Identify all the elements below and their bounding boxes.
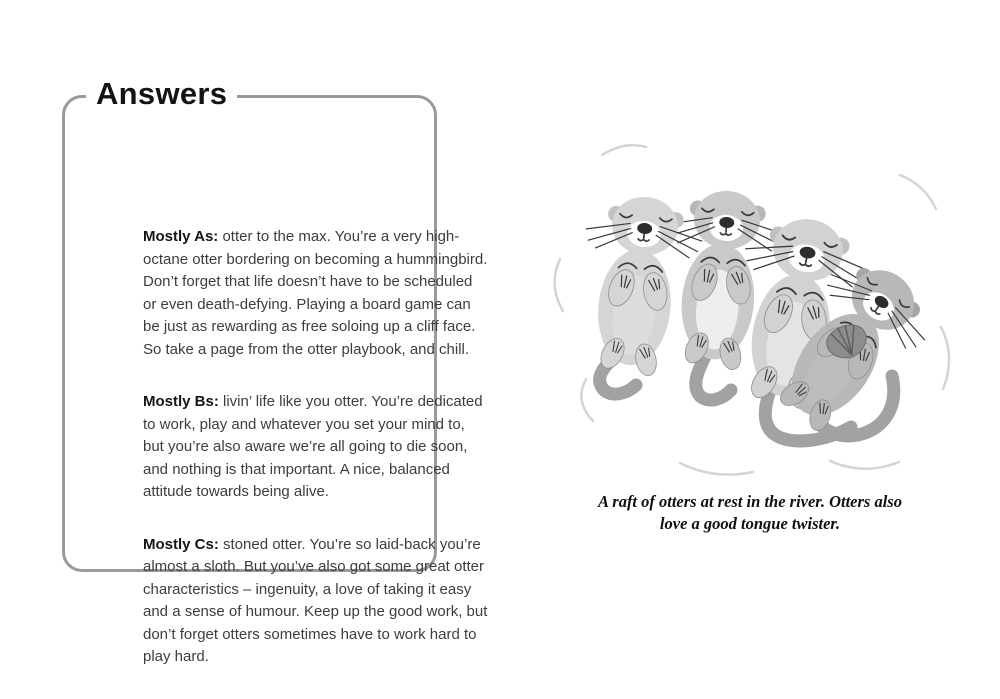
answers-paragraph-mostly-as bbox=[143, 226, 489, 361]
otter-raft-illustration bbox=[550, 133, 975, 488]
mostly-cs-label: Mostly Cs: bbox=[143, 535, 219, 553]
illustration-caption bbox=[565, 491, 935, 535]
mostly-cs-text: stoned otter. You’re so laid-back you’re almost a sloth. But you’ve also got some great otter characteristics – ingenuity, a love of taking it easy and a sense of humour. Keep up the good work, but don’t forget otters sometimes have to work hard to play hard. bbox=[143, 535, 488, 665]
answers-heading: Answers bbox=[86, 76, 237, 112]
mostly-bs-text: livin’ life like you otter. You’re dedicated to work, play and whatever you set your mind to, but you’re also aware we’re all going to die soon, and nothing is that important. A nice, balanced attitude towards being alive. bbox=[143, 393, 483, 500]
answers-text bbox=[143, 226, 489, 699]
caption-line-1: A raft of otters at rest in the river. Otters also bbox=[598, 492, 902, 511]
mostly-as-text: otter to the max. You’re a very high-octane otter bordering on becoming a hummingbird. Don’t forget that life doesn’t have to be scheduled or even death-defying. Playing a board game can be just as rewarding as free soloing up a cliff face. So take a page from the otter playbook, and chill. bbox=[143, 228, 488, 358]
mostly-bs-label: Mostly Bs: bbox=[143, 393, 219, 410]
answers-paragraph-mostly-cs bbox=[143, 534, 489, 669]
mostly-as-label: Mostly As: bbox=[143, 228, 219, 245]
caption-line-2: love a good tongue twister. bbox=[659, 514, 841, 533]
answers-panel bbox=[62, 95, 488, 665]
answers-paragraph-mostly-bs bbox=[143, 391, 489, 504]
